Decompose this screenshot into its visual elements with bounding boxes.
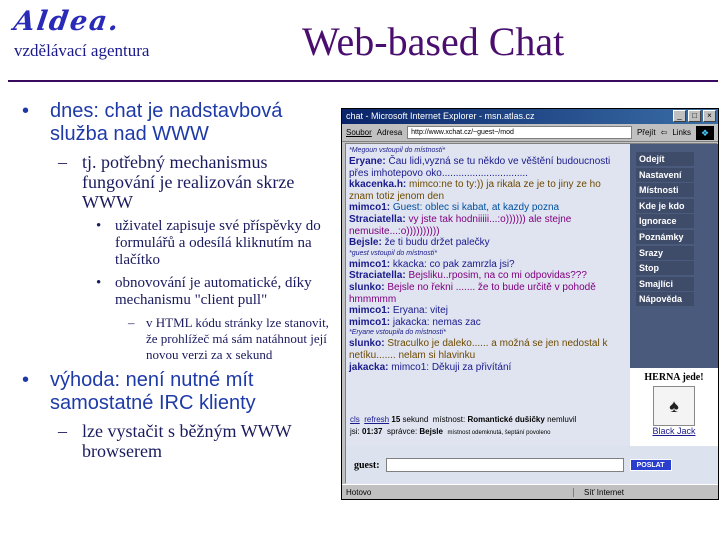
refresh-link[interactable]: refresh (364, 415, 390, 424)
windows-logo-icon: ❖ (696, 126, 714, 140)
bullet-l3: • obnovování je automatické, díky mechanismu "client pull" (96, 275, 312, 308)
chat-text: mimco:ne to ty:)) ja rikala ze je to jiny ze ho znam totiz jenom den (349, 179, 601, 202)
chat-nick: mimco1: (349, 258, 391, 270)
bullet-l2: – tj. potřebný mechanismus fungování je realizován skrze WWW (58, 152, 295, 212)
chat-line (349, 282, 627, 305)
logo (11, 6, 150, 61)
status-zone: Síť Internet (584, 487, 624, 497)
refresh-value: 15 (391, 415, 401, 424)
bullet-l1: • výhoda: není nutné mít samostatné IRC klienty (22, 369, 256, 414)
chat-text: *Eryane vstoupila do místnosti* (349, 329, 446, 337)
cls-link[interactable]: cls (350, 415, 360, 424)
spravce-name: Bejsle (419, 427, 443, 436)
side-menu-item[interactable]: Místnosti (636, 183, 694, 197)
window-titlebar[interactable] (342, 109, 718, 124)
logo-name: Aldea. (11, 6, 123, 37)
chat-text: Eryana: vitej (390, 305, 448, 317)
chat-line (349, 259, 627, 271)
chat-nick: mimco1: (349, 305, 391, 317)
message-input[interactable] (386, 458, 624, 472)
bullet-l1: • dnes: chat je nadstavbová služba nad WWW (22, 100, 283, 145)
bullet-list (0, 100, 340, 467)
logo-subtitle: vzdělávací agentura (14, 41, 150, 60)
title-divider (8, 80, 718, 82)
chat-line (349, 317, 627, 329)
chat-line (349, 362, 627, 374)
chat-nick: Bejsle: (349, 237, 382, 249)
side-menu-item[interactable]: Stop (636, 261, 694, 275)
chat-text: *Megoun vstoupil do místnosti* (349, 147, 446, 154)
chat-line (349, 214, 627, 237)
room-label: místnost: (432, 415, 466, 424)
chat-nick: Straciatella: (349, 213, 406, 225)
bullet-l2: – lze vystačit s běžným WWW browserem (58, 421, 292, 461)
side-menu-item[interactable]: Nastavení (636, 168, 694, 182)
back-icon[interactable]: ⇦ (660, 128, 668, 137)
go-button[interactable]: Přejít (636, 128, 656, 137)
bullet-l4: – v HTML kódu stránky lze stanovit, že prohlížeč má sám natáhnout její novou verzi za x sekund (128, 315, 329, 362)
herna-banner[interactable] (630, 368, 718, 446)
chat-line (349, 179, 627, 202)
chat-nick: slunko: (349, 281, 385, 293)
menu-soubor[interactable]: Soubor (346, 128, 372, 137)
chat-nick: slunko: (349, 338, 385, 350)
jsi-label: jsi: (350, 427, 360, 436)
chat-line (349, 270, 627, 282)
chat-text: jakacka: nemas zac (390, 316, 481, 328)
send-button[interactable]: POSLAT (630, 459, 672, 471)
chat-text: Bejsliku..rposim, na co mi odpovidas??? (405, 270, 587, 282)
address-bar[interactable]: http://www.xchat.cz/~guest~/mod (407, 126, 632, 139)
black-jack-link[interactable]: Black Jack (652, 426, 696, 436)
room-name: Romantické dušičky (467, 415, 545, 424)
room-status: místnost odemknutá, šeptání povoleno (447, 430, 551, 436)
chat-line (349, 338, 627, 361)
window-title: chat - Microsoft Internet Explorer - msn.atlas.cz (346, 111, 535, 121)
side-menu-item[interactable]: Kde je kdo (636, 199, 694, 213)
side-menu-item[interactable]: Ignorace (636, 214, 694, 228)
chat-nick: Straciatella: (349, 270, 406, 282)
refresh-unit: sekund (402, 415, 429, 424)
chat-text: *guest vstoupil do místnosti* (349, 249, 437, 257)
browser-window (341, 108, 719, 500)
chat-nick: jakacka: (349, 361, 389, 373)
chat-text: Bejsle no řekni ....... že to bude určitě v pohodě hmmmmm (349, 281, 596, 305)
chat-text: Guest: oblec si kabat, at kazdy pozna (390, 202, 560, 214)
side-menu-item[interactable]: Nápověda (636, 292, 694, 306)
side-menu-item[interactable]: Srazy (636, 246, 694, 260)
slide-title: Web-based Chat (302, 19, 565, 64)
herna-title: HERNA jede! (644, 372, 704, 383)
side-menu-item[interactable]: Poznámky (636, 230, 694, 244)
chat-text: Straculko je daleko...... a možná se jen nedostal k netíku....... nelam si hlavinku (349, 338, 608, 361)
browser-toolbar (342, 124, 718, 142)
chat-nick: mimco1: (349, 316, 391, 328)
chat-line (349, 156, 627, 179)
room-note: nemluvil (547, 415, 577, 424)
close-icon[interactable]: × (703, 110, 716, 122)
chat-info-bar (346, 410, 630, 446)
side-menu-item[interactable]: Smajlíci (636, 277, 694, 291)
chat-text: mimco1: Děkuji za přivítání (388, 361, 512, 373)
guest-label: guest: (354, 459, 380, 471)
address-label: Adresa (376, 128, 403, 137)
session-time: 01:37 (362, 427, 383, 436)
status-bar (342, 484, 718, 499)
chat-line (349, 249, 627, 259)
chat-nick: Eryane: (349, 156, 386, 167)
maximize-icon[interactable]: □ (688, 110, 701, 122)
chat-text: Čau lidi,vyzná se tu někdo ve věštění budoucnosti přes imhotepovo oko............................... (349, 156, 611, 179)
bullet-l3: • uživatel zapisuje své příspěvky do formulářů a odesílá kliknutím na tlačítko (96, 218, 321, 268)
playing-card-icon: ♠ (653, 386, 695, 426)
minimize-icon[interactable]: _ (673, 110, 686, 122)
chat-nick: mimco1: (349, 202, 391, 214)
side-menu-item[interactable]: Odejít (636, 152, 694, 166)
links-label[interactable]: Links (672, 128, 691, 137)
chat-line (349, 146, 627, 156)
chat-line (349, 237, 627, 249)
page-content (345, 143, 717, 483)
chat-text: kkacka: co pak zamrzla jsi? (390, 258, 515, 270)
chat-nick: kkacenka.h: (349, 179, 407, 191)
chat-text: že ti budu držet palečky (381, 237, 490, 249)
chat-line (349, 202, 627, 214)
chat-line (349, 305, 627, 317)
chat-log[interactable] (346, 144, 630, 446)
chat-text: vy jste tak hodniiiii...:o)))))) ale stejne nemusite...:o)))))))))) (349, 213, 572, 237)
status-left: Hotovo (342, 488, 574, 497)
chat-line (349, 328, 627, 338)
message-bar (346, 446, 718, 484)
spravce-label: správce: (386, 427, 418, 436)
